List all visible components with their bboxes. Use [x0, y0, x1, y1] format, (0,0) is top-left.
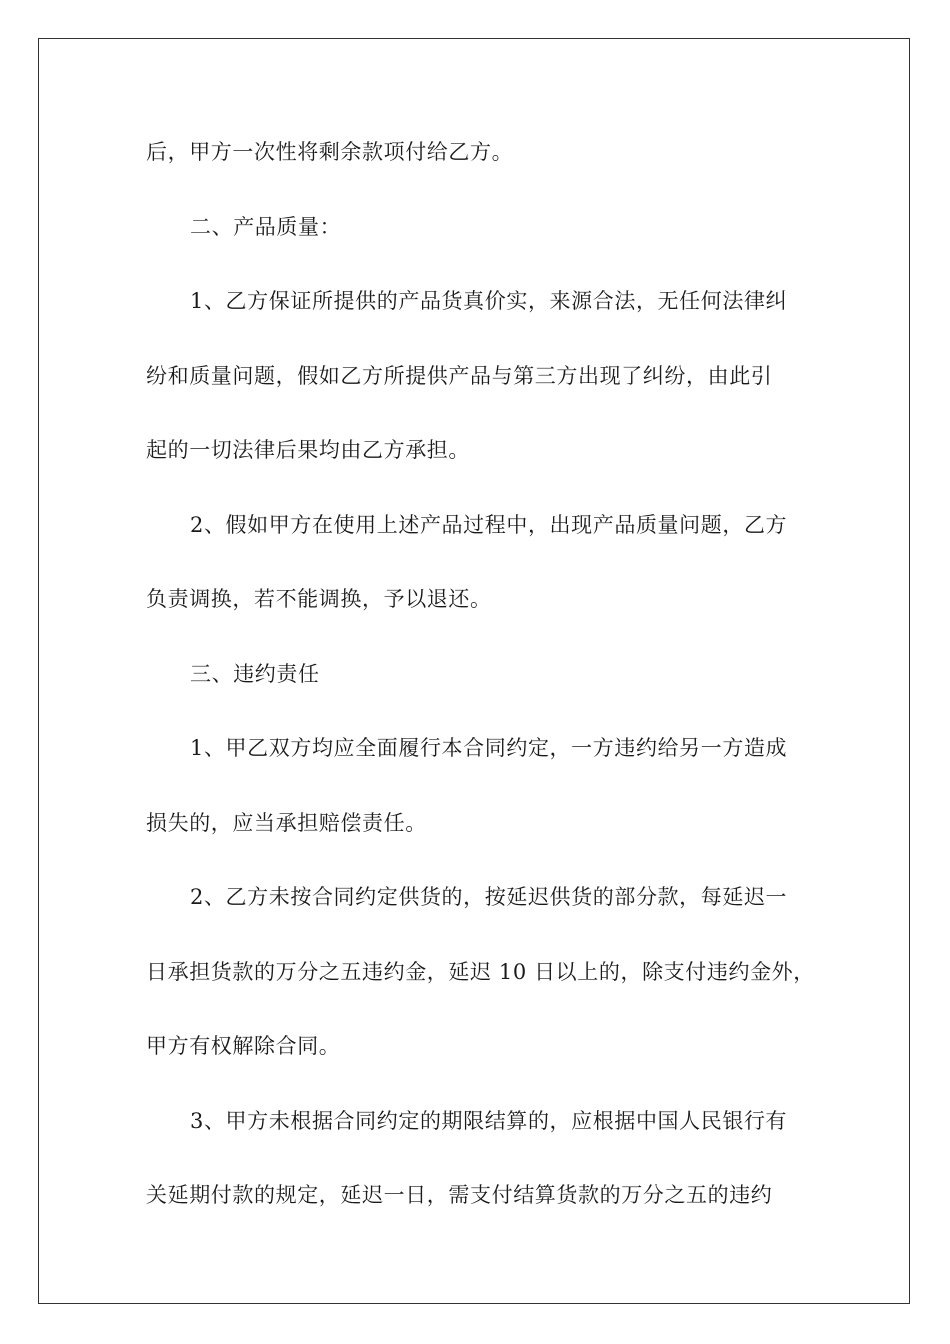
text-line: 日承担货款的万分之五违约金，延迟 10 日以上的，除支付违约金外，	[146, 959, 815, 984]
text-line: 2、假如甲方在使用上述产品过程中，出现产品质量问题，乙方	[190, 512, 788, 537]
section-heading-product-quality: 二、产品质量：	[190, 214, 342, 239]
text-line: 3、甲方未根据合同约定的期限结算的，应根据中国人民银行有	[190, 1108, 788, 1133]
text-line: 关延期付款的规定，延迟一日，需支付结算货款的万分之五的违约	[146, 1183, 773, 1207]
text-line: 损失的，应当承担赔偿责任。	[146, 810, 427, 835]
text-line: 起的一切法律后果均由乙方承担。	[146, 438, 470, 462]
text-line: 负责调换，若不能调换，予以退还。	[146, 587, 492, 611]
text-line: 1、乙方保证所提供的产品货真价实，来源合法，无任何法律纠	[190, 289, 788, 313]
section-heading-breach-liability: 三、违约责任	[190, 661, 320, 686]
text-line: 1、甲乙双方均应全面履行本合同约定，一方违约给另一方造成	[190, 736, 788, 760]
text-line: 甲方有权解除合同。	[146, 1034, 341, 1058]
text-line: 纷和质量问题，假如乙方所提供产品与第三方出现了纠纷，由此引	[146, 363, 773, 388]
document-body	[146, 130, 816, 1248]
text-line: 后，甲方一次性将剩余款项付给乙方。	[146, 140, 514, 164]
text-line: 2、乙方未按合同约定供货的，按延迟供货的部分款，每延迟一	[190, 885, 788, 909]
